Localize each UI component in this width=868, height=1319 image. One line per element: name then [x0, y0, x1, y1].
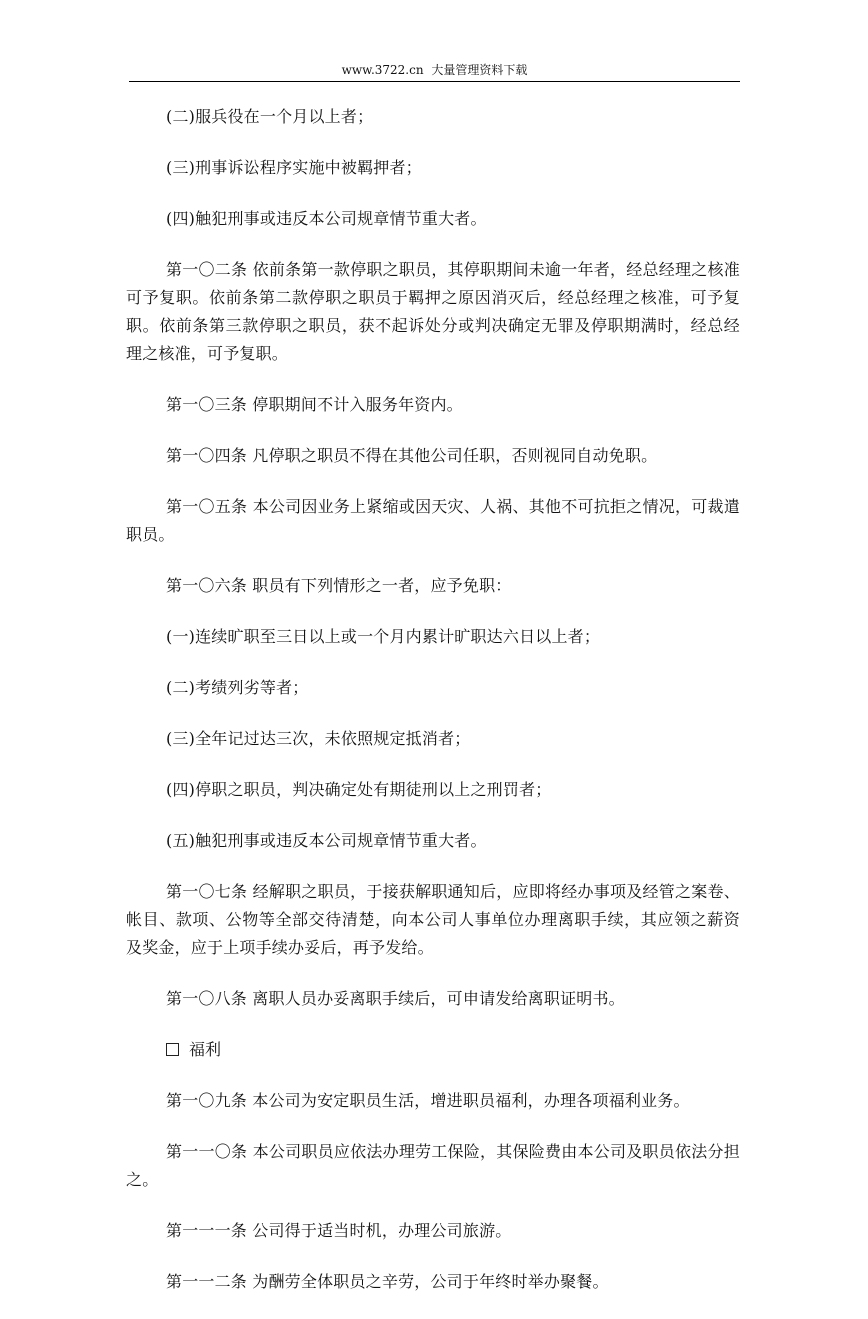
document-body — [126, 103, 740, 1319]
header-slogan: 大量管理资料下载 — [431, 63, 528, 77]
paragraph: (二)考绩列劣等者； — [166, 678, 309, 697]
paragraph: (二)服兵役在一个月以上者； — [166, 107, 374, 126]
article-104: 第一〇四条 凡停职之职员不得在其他公司任职，否则视同自动免职。 — [166, 446, 658, 465]
section-title: 福利 — [189, 1040, 222, 1059]
article-103: 第一〇三条 停职期间不计入服务年资内。 — [166, 395, 463, 414]
paragraph: (四)停职之职员，判决确定处有期徒刑以上之刑罚者； — [166, 780, 552, 799]
header-site: www.3722.cn — [341, 63, 424, 77]
paragraph: (五)触犯刑事或违反本公司规章情节重大者。 — [166, 831, 487, 850]
article-102: 第一〇二条 依前条第一款停职之职员，其停职期间未逾一年者，经总经理之核准可予复职。依前条第二款停职之职员于羁押之原因消灭后，经总经理之核准，可予复职。依前条第三款停职之职员，获不起诉处分或判决确定无罪及停职期满时，经总经理之核准，可予复职。 — [126, 260, 740, 363]
paragraph: (一)连续旷职至三日以上或一个月内累计旷职达六日以上者； — [166, 627, 601, 646]
paragraph: (三)全年记过达三次，未依照规定抵消者； — [166, 729, 471, 748]
article-111: 第一一一条 公司得于适当时机，办理公司旅游。 — [166, 1221, 512, 1240]
article-107: 第一〇七条 经解职之职员，于接获解职通知后，应即将经办事项及经管之案卷、帐目、款项、公物等全部交待清楚，向本公司人事单位办理离职手续，其应领之薪资及奖金，应于上项手续办妥后，再予发给。 — [126, 882, 740, 957]
checkbox-square-icon — [166, 1043, 179, 1056]
paragraph: (四)触犯刑事或违反本公司规章情节重大者。 — [166, 209, 487, 228]
article-109: 第一〇九条 本公司为安定职员生活，增进职员福利，办理各项福利业务。 — [166, 1091, 690, 1110]
section-heading-welfare — [126, 1036, 740, 1064]
article-108: 第一〇八条 离职人员办妥离职手续后，可申请发给离职证明书。 — [166, 989, 625, 1008]
paragraph: (三)刑事诉讼程序实施中被羁押者； — [166, 158, 422, 177]
article-110: 第一一〇条 本公司职员应依法办理劳工保险，其保险费由本公司及职员依法分担之。 — [126, 1142, 740, 1189]
article-112: 第一一二条 为酬劳全体职员之辛劳，公司于年终时举办聚餐。 — [166, 1272, 609, 1291]
article-106: 第一〇六条 职员有下列情形之一者，应予免职： — [166, 576, 512, 595]
page-header — [129, 62, 740, 82]
article-105: 第一〇五条 本公司因业务上紧缩或因天灾、人祸、其他不可抗拒之情况，可裁遣职员。 — [126, 497, 740, 544]
